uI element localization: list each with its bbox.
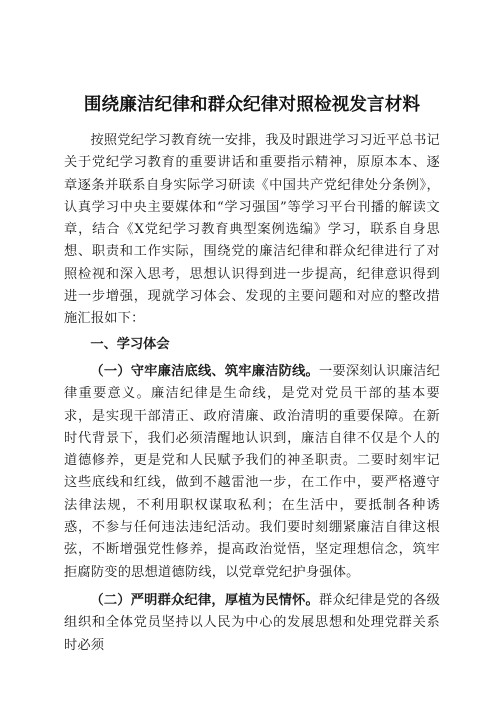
paragraph-mass-discipline-heading: （二）严明群众纪律，厚植为民情怀。 [90, 592, 319, 608]
paragraph-mass-discipline [64, 590, 440, 657]
intro-paragraph: 按照党纪学习教育统一安排，我及时跟进学习习近平总书记关于党纪学习教育的重要讲话和重要指示精神，原原本本、逐章逐条并联系自身实际学习研读《中国共产党纪律处分条例》，认真学习中央主要媒体和“学习强国”等学习平台刊播的解读文章，结合《X党纪学习教育典型案例选编》学习，联系自身思想、职责和工作实际，围绕党的廉洁纪律和群众纪律进行了对照检视和深入思考，思想认识得到进一步提高，纪律意识得到进一步增强，现就学习体会、发现的主要问题和对应的整改措施汇报如下： [64, 133, 440, 327]
document-title: 围绕廉洁纪律和群众纪律对照检视发言材料 [83, 95, 421, 115]
section-heading-study-experience: 一、学习体会 [90, 336, 170, 352]
paragraph-integrity-heading: （一）守牢廉洁底线、筑牢廉洁防线。 [90, 363, 319, 379]
paragraph-integrity-body: 一要深刻认识廉洁纪律重要意义。廉洁纪律是生命线，是党对党员干部的基本要求，是实现干部清正、政府清廉、政治清明的重要保障。在新时代背景下，我们必须清醒地认识到，廉洁自律不仅是个人的道德修养，更是党和人民赋予我们的神圣职责。二要时刻牢记这些底线和红线，做到不越雷池一步，在工作中，要严格遵守法律法规，不利用职权谋取私利；在生活中，要抵制各种诱惑，不参与任何违法违纪活动。我们要时刻绷紧廉洁自律这根弦，不断增强党性修养，提高政治觉悟，坚定理想信念，筑牢拒腐防变的思想道德防线，以党章党纪护身强体。 [64, 363, 441, 580]
paragraph-integrity [64, 361, 440, 584]
paragraph-mass-discipline-body: 群众纪律是党的各级组织和全体党员坚持以人民为中心的发展思想和处理党群关系时必须 [64, 592, 441, 653]
